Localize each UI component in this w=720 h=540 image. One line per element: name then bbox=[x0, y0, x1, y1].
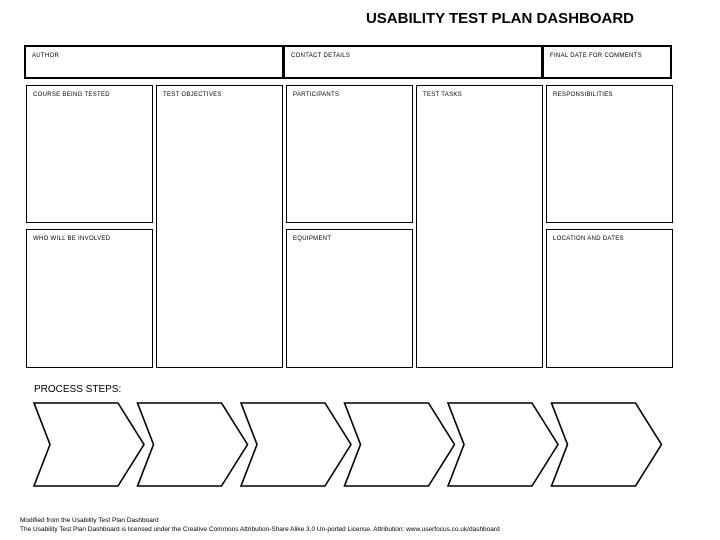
footer bbox=[20, 516, 500, 534]
process-steps-label: PROCESS STEPS: bbox=[34, 384, 122, 395]
page-title: USABILITY TEST PLAN DASHBOARD bbox=[365, 10, 635, 27]
footer-line-2: The Usability Test Plan Dashboard is licensed under the Creative Commons Attribution-Share Alike 3.0 Un-ported License. Attribution: www.userfocus.co.uk/dashboard bbox=[20, 526, 500, 533]
involved-label: WHO WILL BE INVOLVED bbox=[33, 236, 111, 242]
process-step-3[interactable] bbox=[241, 403, 351, 486]
location-label: LOCATION AND DATES bbox=[553, 236, 624, 242]
final-date-label: FINAL DATE FOR COMMENTS bbox=[550, 53, 642, 59]
process-step-6[interactable] bbox=[552, 403, 662, 486]
process-step-4[interactable] bbox=[345, 403, 455, 486]
contact-details-label: CONTACT DETAILS bbox=[291, 53, 351, 59]
objectives-label: TEST OBJECTIVES bbox=[163, 92, 222, 98]
responsibilities-label: RESPONSIBILITIES bbox=[553, 92, 613, 98]
course-label: COURSE BEING TESTED bbox=[33, 92, 110, 98]
process-step-5[interactable] bbox=[448, 403, 558, 486]
tasks-label: TEST TASKS bbox=[423, 92, 463, 98]
participants-label: PARTICIPANTS bbox=[293, 92, 340, 98]
process-step-2[interactable] bbox=[138, 403, 248, 486]
author-label: AUTHOR bbox=[32, 53, 60, 59]
equipment-label: EQUIPMENT bbox=[293, 236, 332, 242]
process-step-1[interactable] bbox=[34, 403, 144, 486]
footer-line-1: Modified from the Usability Test Plan Dashboard bbox=[20, 517, 159, 524]
